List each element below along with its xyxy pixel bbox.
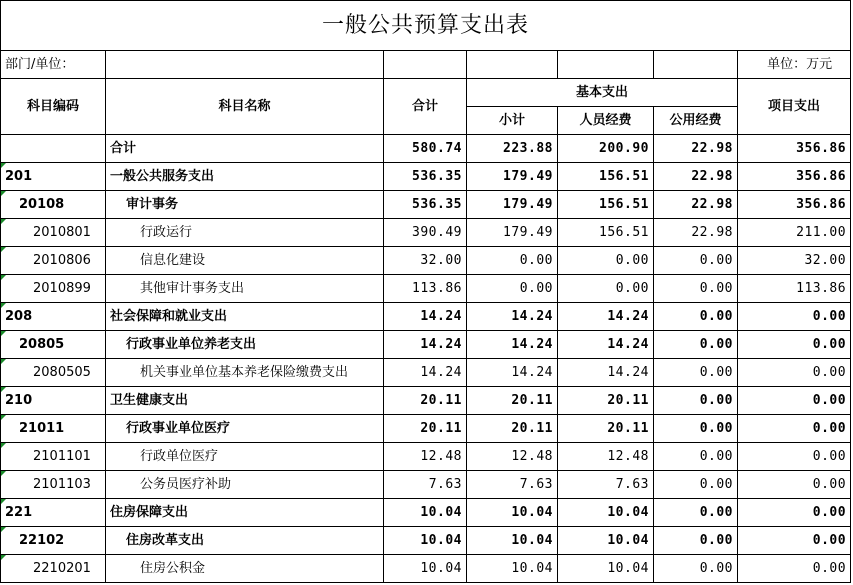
total-cell[interactable]: 10.04 [384,499,467,527]
name-cell[interactable]: 行政单位医疗 [106,443,384,471]
name-cell[interactable]: 其他审计事务支出 [106,275,384,303]
code-cell[interactable]: 221 [1,499,106,527]
code-cell[interactable]: 2101103 [1,471,106,499]
name-cell[interactable]: 一般公共服务支出 [106,163,384,191]
public-cell[interactable]: 0.00 [654,303,738,331]
project-cell[interactable]: 0.00 [738,359,851,387]
personnel-cell[interactable]: 10.04 [558,555,654,583]
name-cell[interactable]: 社会保障和就业支出 [106,303,384,331]
name-cell[interactable]: 住房保障支出 [106,499,384,527]
code-cell[interactable]: 2210201 [1,555,106,583]
name-cell[interactable]: 住房公积金 [106,555,384,583]
total-cell[interactable]: 12.48 [384,443,467,471]
dept-label[interactable]: 部门/单位： [1,51,106,79]
table-row [1,527,851,555]
table-row [1,415,851,443]
name-cell[interactable]: 行政事业单位养老支出 [106,331,384,359]
total-cell[interactable]: 32.00 [384,247,467,275]
subtotal-cell[interactable]: 10.04 [467,555,558,583]
code-cell[interactable]: 210 [1,387,106,415]
table-row [1,303,851,331]
total-cell[interactable]: 390.49 [384,219,467,247]
dept-value-cell[interactable] [106,51,384,79]
personnel-cell[interactable]: 14.24 [558,359,654,387]
table-row [1,275,851,303]
public-cell[interactable]: 0.00 [654,499,738,527]
public-cell[interactable]: 0.00 [654,331,738,359]
name-cell[interactable]: 机关事业单位基本养老保险缴费支出 [106,359,384,387]
code-cell[interactable]: 2101101 [1,443,106,471]
personnel-cell[interactable]: 10.04 [558,527,654,555]
personnel-cell[interactable]: 20.11 [558,387,654,415]
public-cell[interactable]: 0.00 [654,275,738,303]
table-row [1,443,851,471]
subtotal-cell[interactable]: 14.24 [467,359,558,387]
personnel-cell[interactable]: 14.24 [558,331,654,359]
code-cell[interactable]: 20108 [1,191,106,219]
name-cell[interactable]: 行政运行 [106,219,384,247]
total-cell[interactable]: 580.74 [384,135,467,163]
public-cell[interactable]: 22.98 [654,191,738,219]
meta-empty-cell[interactable] [558,51,654,79]
code-cell[interactable]: 208 [1,303,106,331]
table-row [1,191,851,219]
subtotal-cell[interactable]: 0.00 [467,247,558,275]
total-cell[interactable]: 113.86 [384,275,467,303]
total-cell[interactable]: 536.35 [384,163,467,191]
code-cell[interactable]: 21011 [1,415,106,443]
subtotal-cell[interactable]: 20.11 [467,387,558,415]
public-cell[interactable]: 0.00 [654,443,738,471]
project-cell[interactable]: 0.00 [738,387,851,415]
code-cell[interactable]: 20805 [1,331,106,359]
code-cell[interactable]: 22102 [1,527,106,555]
code-cell[interactable]: 201 [1,163,106,191]
table-row [1,247,851,275]
subtotal-cell[interactable]: 20.11 [467,415,558,443]
personnel-cell[interactable]: 0.00 [558,247,654,275]
code-cell[interactable]: 2010899 [1,275,106,303]
code-cell[interactable]: 2010806 [1,247,106,275]
total-cell[interactable]: 536.35 [384,191,467,219]
meta-empty-cell[interactable] [384,51,467,79]
total-cell[interactable]: 10.04 [384,555,467,583]
subtotal-cell[interactable]: 14.24 [467,303,558,331]
table-row [1,387,851,415]
total-cell[interactable]: 20.11 [384,387,467,415]
project-cell[interactable]: 0.00 [738,555,851,583]
personnel-cell[interactable]: 156.51 [558,219,654,247]
code-cell[interactable]: 2080505 [1,359,106,387]
personnel-cell[interactable]: 20.11 [558,415,654,443]
header-project[interactable]: 项目支出 [738,79,851,135]
project-cell[interactable]: 0.00 [738,415,851,443]
personnel-cell[interactable]: 0.00 [558,275,654,303]
public-cell[interactable]: 22.98 [654,163,738,191]
name-cell[interactable]: 行政事业单位医疗 [106,415,384,443]
subtotal-cell[interactable]: 10.04 [467,499,558,527]
subtotal-cell[interactable]: 7.63 [467,471,558,499]
total-cell[interactable]: 14.24 [384,331,467,359]
total-cell[interactable]: 7.63 [384,471,467,499]
public-cell[interactable]: 0.00 [654,555,738,583]
public-cell[interactable]: 0.00 [654,415,738,443]
project-cell[interactable]: 113.86 [738,275,851,303]
project-cell[interactable]: 356.86 [738,135,851,163]
project-cell[interactable]: 0.00 [738,303,851,331]
public-cell[interactable]: 0.00 [654,247,738,275]
subtotal-cell[interactable]: 223.88 [467,135,558,163]
table-row [1,471,851,499]
name-cell[interactable]: 合计 [106,135,384,163]
header-personnel[interactable]: 人员经费 [558,107,654,135]
project-cell[interactable]: 0.00 [738,499,851,527]
project-cell[interactable]: 0.00 [738,331,851,359]
table-row [1,331,851,359]
page-title[interactable]: 一般公共预算支出表 [1,1,851,51]
name-cell[interactable]: 审计事务 [106,191,384,219]
table-row [1,219,851,247]
project-cell[interactable]: 0.00 [738,443,851,471]
total-cell[interactable]: 20.11 [384,415,467,443]
public-cell[interactable]: 0.00 [654,359,738,387]
subtotal-cell[interactable]: 179.49 [467,163,558,191]
subtotal-cell[interactable]: 179.49 [467,191,558,219]
meta-empty-cell[interactable] [467,51,558,79]
project-cell[interactable]: 0.00 [738,527,851,555]
personnel-cell[interactable]: 7.63 [558,471,654,499]
code-cell[interactable]: 2010801 [1,219,106,247]
personnel-cell[interactable]: 12.48 [558,443,654,471]
total-cell[interactable]: 14.24 [384,303,467,331]
table-row [1,359,851,387]
meta-empty-cell[interactable] [654,51,738,79]
project-cell[interactable]: 32.00 [738,247,851,275]
public-cell[interactable]: 22.98 [654,219,738,247]
public-cell[interactable]: 0.00 [654,387,738,415]
total-cell[interactable]: 14.24 [384,359,467,387]
name-cell[interactable]: 住房改革支出 [106,527,384,555]
total-cell[interactable]: 10.04 [384,527,467,555]
personnel-cell[interactable]: 10.04 [558,499,654,527]
table-row [1,135,851,163]
table-row [1,499,851,527]
name-cell[interactable]: 公务员医疗补助 [106,471,384,499]
project-cell[interactable]: 356.86 [738,191,851,219]
personnel-cell[interactable]: 156.51 [558,163,654,191]
header-subtotal[interactable]: 小计 [467,107,558,135]
name-cell[interactable]: 卫生健康支出 [106,387,384,415]
project-cell[interactable]: 356.86 [738,163,851,191]
subtotal-cell[interactable]: 12.48 [467,443,558,471]
public-cell[interactable]: 22.98 [654,135,738,163]
personnel-cell[interactable]: 200.90 [558,135,654,163]
subtotal-cell[interactable]: 10.04 [467,527,558,555]
subtotal-cell[interactable]: 0.00 [467,275,558,303]
personnel-cell[interactable]: 156.51 [558,191,654,219]
personnel-cell[interactable]: 14.24 [558,303,654,331]
public-cell[interactable]: 0.00 [654,527,738,555]
project-cell[interactable]: 211.00 [738,219,851,247]
public-cell[interactable]: 0.00 [654,471,738,499]
subtotal-cell[interactable]: 179.49 [467,219,558,247]
table-row [1,163,851,191]
code-cell[interactable] [1,135,106,163]
header-basic[interactable]: 基本支出 [467,79,738,107]
name-cell[interactable]: 信息化建设 [106,247,384,275]
header-public[interactable]: 公用经费 [654,107,738,135]
subtotal-cell[interactable]: 14.24 [467,331,558,359]
project-cell[interactable]: 0.00 [738,471,851,499]
header-total[interactable]: 合计 [384,79,467,135]
unit-label[interactable]: 单位：万元 [738,51,851,79]
header-code[interactable]: 科目编码 [1,79,106,135]
header-name[interactable]: 科目名称 [106,79,384,135]
table-row [1,555,851,583]
